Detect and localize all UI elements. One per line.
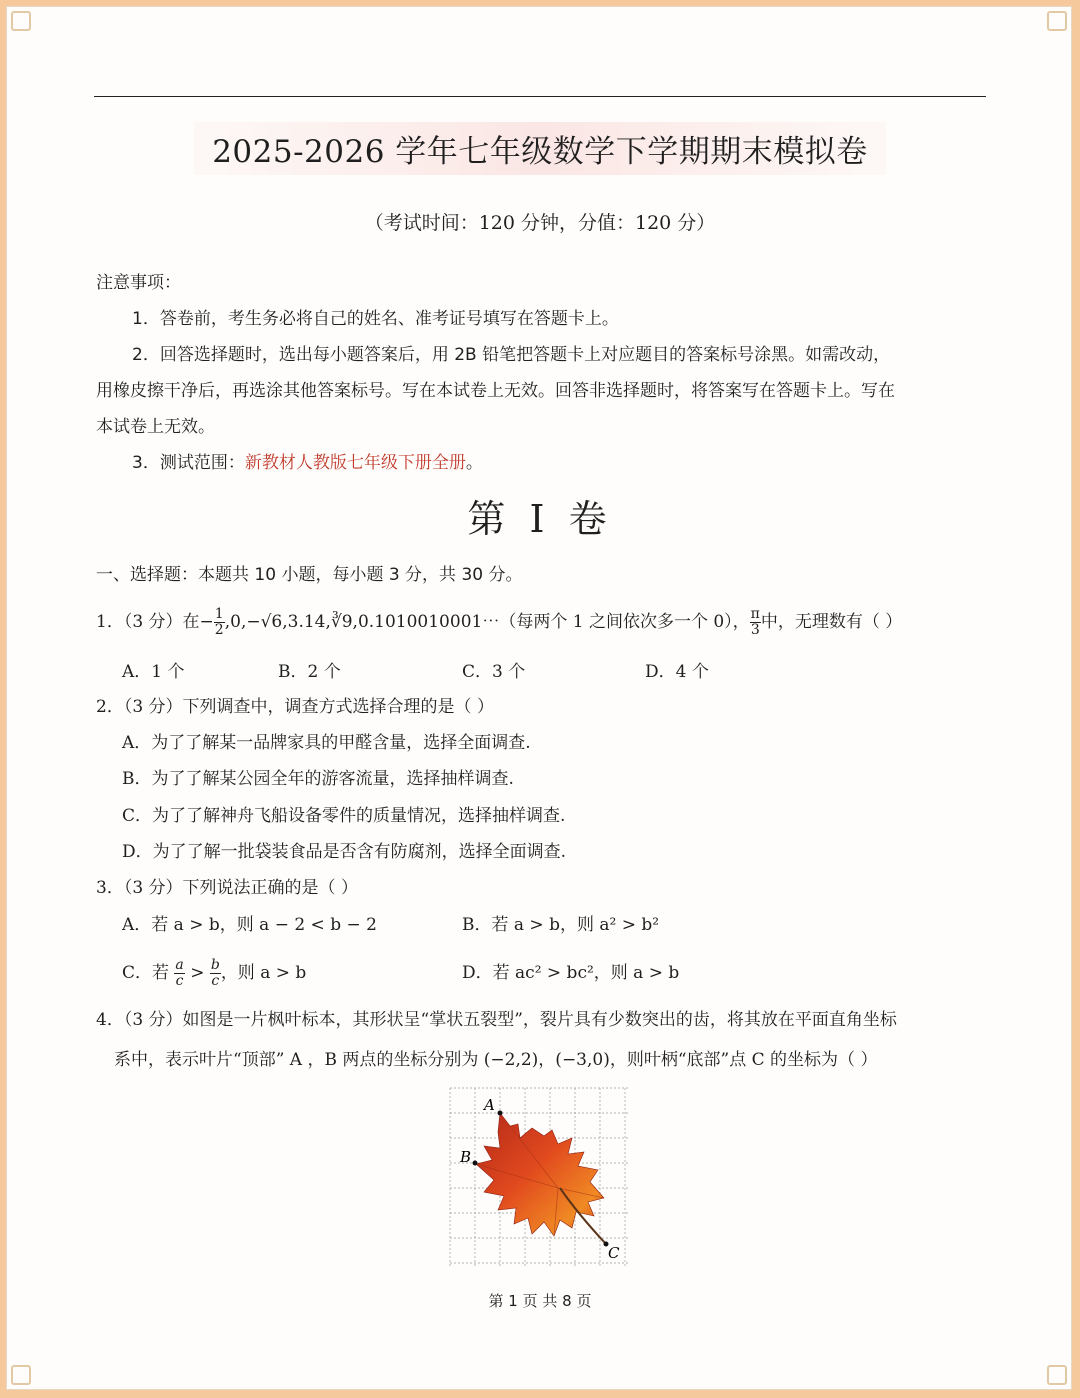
note-2-line-3: 本试卷上无效。: [96, 417, 215, 437]
notes-heading: 注意事项：: [96, 273, 181, 293]
corner-ornament-icon: [11, 11, 31, 31]
q3-c-prefix: C．若: [122, 963, 170, 983]
note-2-line-1: 2．回答选择题时，选出每小题答案后，用 2B 铅笔把答题卡上对应题目的答案标号涂黑。如需改动，: [132, 345, 891, 365]
q3-c-a: a: [175, 957, 184, 973]
test-scope-highlight: 新教材人教版七年级下册全册: [244, 453, 466, 473]
question-1-stem: [96, 600, 902, 644]
q3-option-b: B．若 a > b，则 a² > b²: [462, 915, 660, 935]
exam-subtitle: （考试时间：120 分钟，分值：120 分）: [364, 212, 716, 234]
maple-leaf-icon: [476, 1113, 604, 1236]
corner-ornament-icon: [1047, 1365, 1067, 1385]
exam-title: 2025-2026 学年七年级数学下学期期末模拟卷: [194, 122, 886, 175]
q2-option-d: D．为了了解一批袋装食品是否含有防腐剂，选择全面调查.: [122, 842, 567, 862]
q1-minus: −: [199, 612, 214, 632]
section-1-heading: 一、选择题：本题共 10 小题，每小题 3 分，共 30 分。: [96, 565, 523, 585]
page-footer: 第 1 页 共 8 页: [488, 1292, 592, 1310]
q1-pi-den: 3: [750, 622, 760, 638]
point-b-label: B: [460, 1148, 472, 1166]
question-3-stem: 3．（3 分）下列说法正确的是（ ）: [96, 878, 358, 898]
q1-pi-fraction: [750, 607, 761, 638]
q1-option-c: C．3 个: [462, 662, 526, 682]
question-2-stem: 2．（3 分）下列调查中，调查方式选择合理的是（ ）: [96, 697, 494, 717]
point-b-marker: [473, 1161, 478, 1166]
q3-option-a: A．若 a > b，则 a − 2 < b − 2: [122, 915, 377, 935]
point-c-label: C: [608, 1244, 620, 1262]
q1-option-b: B．2 个: [278, 662, 341, 682]
point-a-marker: [498, 1111, 503, 1116]
q1-frac-num: 1: [214, 606, 224, 622]
note-3-suffix: 。: [465, 453, 483, 473]
q3-option-c: [122, 951, 306, 995]
q1-option-d: D．4 个: [645, 662, 709, 682]
q1-prefix: 1．（3 分）在: [96, 612, 200, 632]
q3-option-d: D．若 ac² > bc²，则 a > b: [462, 963, 680, 983]
corner-ornament-icon: [1047, 11, 1067, 31]
q1-number-list: ,0,−√6,3.14,∛9,0.1010010001⋯（每两个 1 之间依次多一个 0），: [224, 612, 750, 632]
question-4-line-1: 4．（3 分）如图是一片枫叶标本，其形状呈“掌状五裂型”，裂片具有少数突出的齿，将其放在平面直角坐标: [96, 1010, 897, 1030]
q3-c-suffix: ，则 a > b: [220, 963, 307, 983]
maple-leaf-figure: [448, 1086, 632, 1270]
q1-fraction: [214, 607, 225, 638]
q1-suffix: 中，无理数有（ ）: [760, 612, 903, 632]
header-rule: [94, 96, 986, 97]
question-4-line-2: 系中，表示叶片“顶部” A ，B 两点的坐标分别为 (−2,2)，(−3,0)，则叶柄“底部”点 C 的坐标为（ ）: [114, 1050, 878, 1070]
title-block: [0, 122, 1080, 175]
q3-c-b: b: [210, 957, 220, 973]
corner-ornament-icon: [11, 1365, 31, 1385]
q3-c-c2: c: [211, 973, 220, 989]
q2-option-b: B．为了了解某公园全年的游客流量，选择抽样调查.: [122, 769, 514, 789]
q3-c-c1: c: [175, 973, 184, 989]
q1-pi-num: π: [750, 606, 760, 622]
q2-option-a: A．为了了解某一品牌家具的甲醛含量，选择全面调查.: [122, 733, 531, 753]
q1-frac-den: 2: [214, 622, 224, 638]
note-3: [132, 451, 483, 475]
q3-c-gt: >: [190, 963, 205, 983]
note-1: 1．答卷前，考生务必将自己的姓名、准考证号填写在答题卡上。: [132, 309, 619, 329]
q2-option-c: C．为了了解神舟飞船设备零件的质量情况，选择抽样调查.: [122, 806, 566, 826]
q3-c-fraction-a: [174, 958, 184, 989]
q1-option-a: A．1 个: [122, 662, 185, 682]
point-a-label: A: [484, 1096, 495, 1114]
note-3-prefix: 3．测试范围：: [132, 453, 245, 473]
q3-c-fraction-b: [210, 958, 221, 989]
volume-title: 第 I 卷: [467, 497, 613, 541]
note-2-line-2: 用橡皮擦干净后，再选涂其他答案标号。写在本试卷上无效。回答非选择题时，将答案写在答题卡上。写在: [96, 381, 895, 401]
